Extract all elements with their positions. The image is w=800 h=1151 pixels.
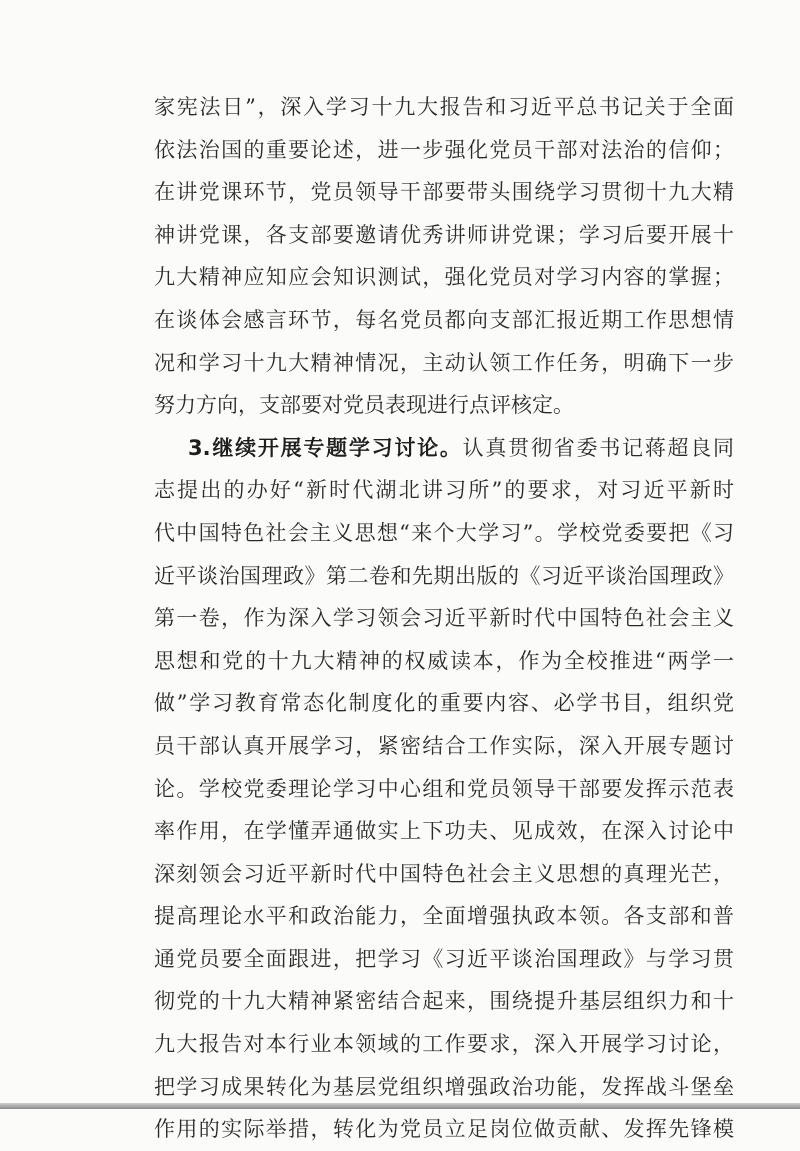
- text-line: 九大报告对本行业本领域的工作要求，深入开展学习讨论，: [154, 1032, 734, 1057]
- text-line: 家宪法日”，深入学习十九大报告和习近平总书记关于全面: [154, 95, 734, 119]
- text-line: 近平谈治国理政》第二卷和先期出版的《习近平谈治国理政》: [154, 563, 734, 588]
- text-line: 通党员要全面跟进，把学习《习近平谈治国理政》与学习贯: [154, 946, 734, 971]
- text-line: 作用的实际举措，转化为党员立足岗位做贡献、发挥先锋模: [154, 1117, 734, 1142]
- text-line: 彻党的十九大精神紧密结合起来，围绕提升基层组织力和十: [154, 989, 734, 1014]
- scan-bottom-edge: [0, 1103, 800, 1109]
- document-body: [154, 86, 734, 1151]
- section-heading: 3.继续开展专题学习讨论。: [188, 435, 463, 460]
- text-line: 论。学校党委理论学习中心组和党员领导干部要发挥示范表: [154, 776, 734, 801]
- text-line: 九大精神应知应会知识测试，强化党员对学习内容的掌握；: [154, 265, 734, 290]
- text-line: 把学习成果转化为基层党组织增强政治功能，发挥战斗堡垒: [154, 1074, 734, 1099]
- section-first-line-text: 认真贯彻省委书记蒋超良同: [462, 435, 734, 460]
- text-line: 在讲党课环节，党员领导干部要带头围绕学习贯彻十九大精: [154, 180, 734, 205]
- text-line: 代中国特色社会主义思想“来个大学习”。学校党委要把《习: [154, 520, 734, 545]
- section-first-line: [154, 427, 734, 470]
- text-line: 深刻领会习近平新时代中国特色社会主义思想的真理光芒，: [154, 861, 734, 886]
- text-line: 做”学习教育常态化制度化的重要内容、必学书目，组织党: [154, 691, 734, 716]
- text-line: 提高理论水平和政治能力，全面增强执政本领。各支部和普: [154, 904, 734, 929]
- text-line: 率作用，在学懂弄通做实上下功夫、见成效，在深入讨论中: [154, 819, 734, 844]
- text-line: 在谈体会感言环节，每名党员都向支部汇报近期工作思想情: [154, 307, 734, 332]
- text-line: 努力方向，支部要对党员表现进行点评核定。: [154, 393, 574, 418]
- text-line: 况和学习十九大精神情况，主动认领工作任务，明确下一步: [154, 350, 734, 375]
- text-line: 员干部认真开展学习，紧密结合工作实际，深入开展专题讨: [154, 733, 734, 758]
- text-line: 第一卷，作为深入学习领会习近平新时代中国特色社会主义: [154, 606, 734, 631]
- text-line: 神讲党课，各支部要邀请优秀讲师讲党课；学习后要开展十: [154, 222, 734, 247]
- text-line: 思想和党的十九大精神的权威读本，作为全校推进“两学一: [154, 648, 734, 673]
- text-line: 依法治国的重要论述，进一步强化党员干部对法治的信仰；: [154, 137, 734, 162]
- text-line: 志提出的办好“新时代湖北讲习所”的要求，对习近平新时: [154, 478, 734, 503]
